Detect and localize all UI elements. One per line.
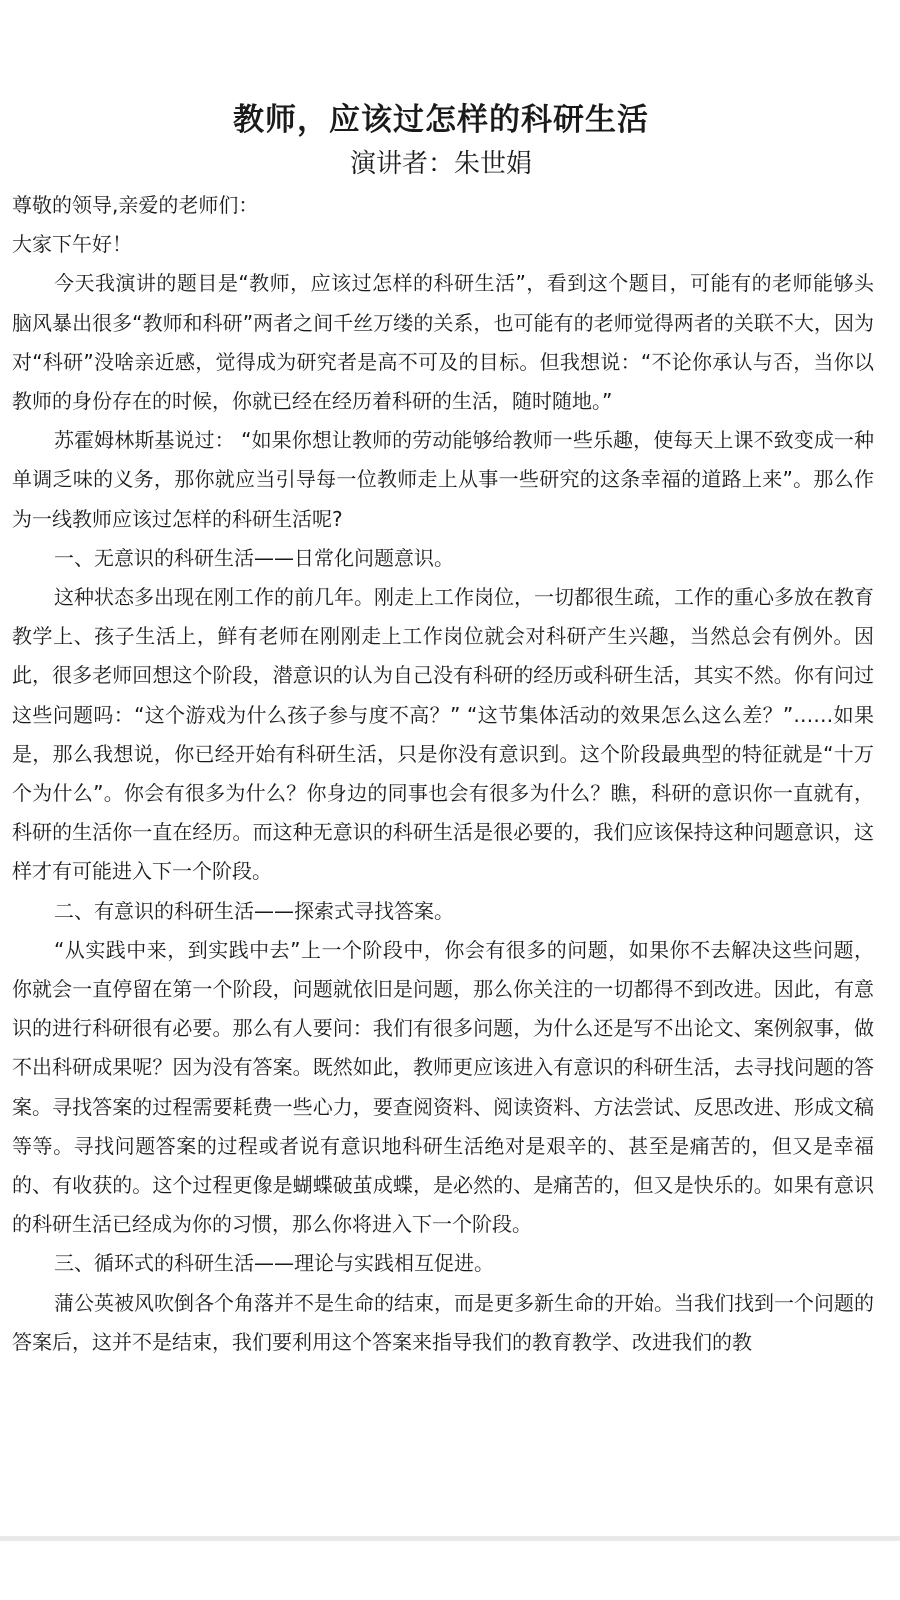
document-body bbox=[12, 186, 874, 1362]
paragraph-quote: 苏霍姆林斯基说过： “如果你想让教师的劳动能够给教师一些乐趣，使每天上课不致变成一种单调乏味的义务，那你就应当引导每一位教师走上从事一些研究的这条幸福的道路上来”。那么作为一线教师应该过怎样的科研生活呢? bbox=[12, 428, 874, 531]
document-title: 教师，应该过怎样的科研生活 bbox=[233, 102, 649, 138]
speaker-line: 演讲者：朱世娟 bbox=[349, 149, 532, 179]
section-heading-3: 三、循环式的科研生活——理论与实践相互促进。 bbox=[54, 1251, 494, 1276]
salutation: 尊敬的领导,亲爱的老师们： bbox=[12, 193, 259, 217]
paragraph-section-1: 这种状态多出现在刚工作的前几年。刚走上工作岗位，一切都很生疏，工作的重心多放在教育教学上、孩子生活上，鲜有老师在刚刚走上工作岗位就会对科研产生兴趣，当然总会有例外。因此，很多老师回想这个阶段，潜意识的认为自己没有科研的经历或科研生活，其实不然。你有问过这些问题吗：“这个游戏为什么孩子参与度不高？” “这节集体活动的效果怎么这么差？”……如果是，那么我想说，你已经开始有科研生活，只是你没有意识到。这个阶段最典型的特征就是“十万个为什么”。你会有很多为什么？你身边的同事也会有很多为什么？瞧，科研的意识你一直就有，科研的生活你一直在经历。而这种无意识的科研生活是很必要的，我们应该保持这种问题意识，这样才有可能进入下一个阶段。 bbox=[12, 585, 874, 884]
greeting: 大家下午好！ bbox=[12, 232, 132, 257]
section-heading-2: 二、有意识的科研生活——探索式寻找答案。 bbox=[54, 898, 454, 923]
paragraph-section-3: 蒲公英被风吹倒各个角落并不是生命的结束，而是更多新生命的开始。当我们找到一个问题的答案后，这并不是结束，我们要利用这个答案来指导我们的教育教学、改进我们的教 bbox=[12, 1290, 874, 1354]
page-bottom-divider bbox=[0, 1536, 900, 1541]
section-heading-1: 一、无意识的科研生活——日常化问题意识。 bbox=[54, 545, 454, 570]
paragraph-section-2: “从实践中来，到实践中去”上一个阶段中，你会有很多的问题，如果你不去解决这些问题，你就会一直停留在第一个阶段，问题就依旧是问题，那么你关注的一切都得不到改进。因此，有意识的进行科研很有必要。那么有人要问：我们有很多问题，为什么还是写不出论文、案例叙事，做不出科研成果呢？因为没有答案。既然如此，教师更应该进入有意识的科研生活，去寻找问题的答案。寻找答案的过程需要耗费一些心力，要查阅资料、阅读资料、方法尝试、反思改进、形成文稿等等。寻找问题答案的过程或者说有意识地科研生活绝对是艰辛的、甚至是痛苦的，但又是幸福的、有收获的。这个过程更像是蝴蝶破茧成蝶，是必然的、是痛苦的，但又是快乐的。如果有意识的科研生活已经成为你的习惯，那么你将进入下一个阶段。 bbox=[12, 937, 874, 1237]
paragraph-intro: 今天我演讲的题目是“教师，应该过怎样的科研生活”，看到这个题目，可能有的老师能够头脑风暴出很多“教师和科研”两者之间千丝万缕的关系，也可能有的老师觉得两者的关联不大，因为对“科研”没啥亲近感，觉得成为研究者是高不可及的目标。但我想说：“不论你承认与否，当你以教师的身份存在的时候，你就已经在经历着科研的生活，随时随地。” bbox=[12, 271, 874, 414]
